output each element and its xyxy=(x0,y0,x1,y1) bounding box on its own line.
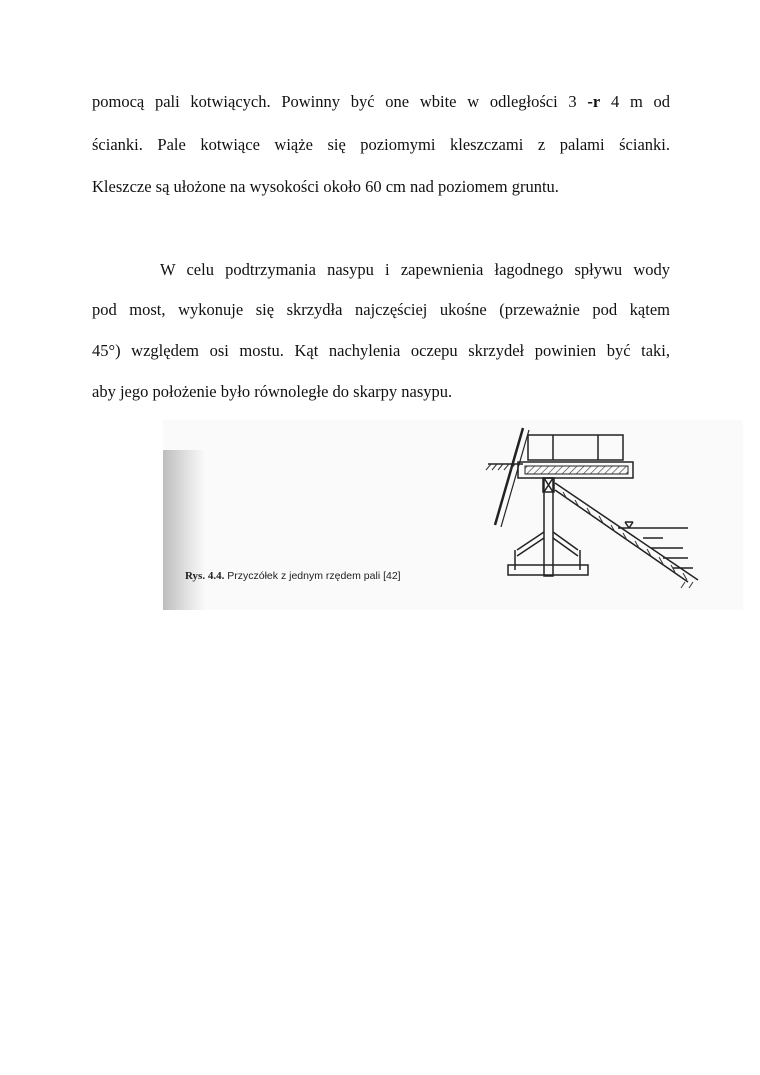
paragraph-2-line-4: aby jego położenie było równoległe do skarpy nasypu. xyxy=(92,382,453,401)
caption-number: Rys. 4.4. xyxy=(185,570,225,582)
caption-text: Przyczółek z jednym rzędem pali [42] xyxy=(224,570,401,582)
paragraph-2-line-2: pod most, wykonuje się skrzydła najczęściej ukośne (przeważnie pod kątem xyxy=(92,300,670,319)
scan-shadow xyxy=(163,450,205,610)
paragraph-1-line-3: Kleszcze są ułożone na wysokości około 60 cm nad poziomem gruntu. xyxy=(92,177,559,196)
abutment-figure xyxy=(163,420,743,610)
text-fragment: 4 m od xyxy=(600,92,671,111)
text-fragment: pomocą pali kotwiących. Powinny być one wbite w odległości 3 xyxy=(92,92,588,111)
railing xyxy=(528,435,623,460)
text-fragment-bold: -r xyxy=(587,92,601,111)
footing xyxy=(508,565,588,575)
paragraph-1-line-1 xyxy=(92,92,670,112)
paragraph-2-line-3: 45°) względem osi mostu. Kąt nachylenia oczepu skrzydeł powinien być taki, xyxy=(92,341,670,360)
paragraph-2-line-1: W celu podtrzymania nasypu i zapewnienia łagodnego spływu wody xyxy=(160,260,670,279)
figure-caption xyxy=(185,570,401,582)
anchor-pile xyxy=(495,428,523,525)
abutment-structure xyxy=(488,428,698,582)
paragraph-1-line-2: ścianki. Pale kotwiące wiąże się poziomymi kleszczami z palami ścianki. xyxy=(92,135,670,154)
ground-hatching xyxy=(486,464,693,588)
